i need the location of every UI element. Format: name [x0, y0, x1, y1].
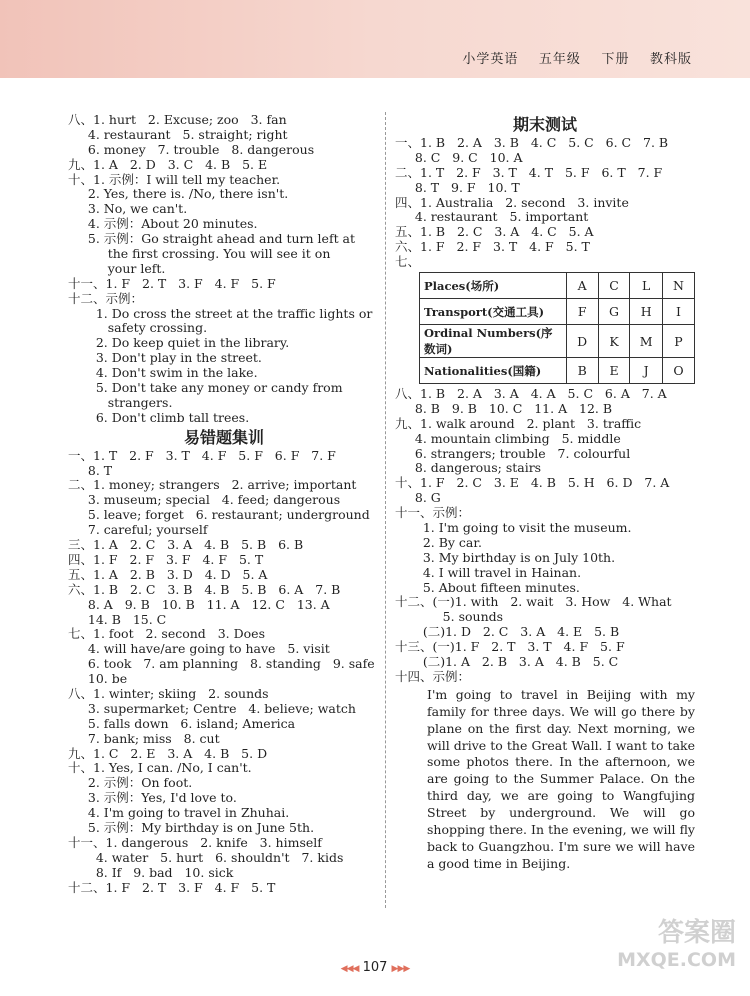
answer-line: 十二、1. F 2. T 3. F 4. F 5. T — [68, 879, 276, 895]
answer-line: 8. dangerous; stairs — [395, 460, 542, 476]
answer-line: 6. strangers; trouble 7. colourful — [395, 445, 631, 461]
answer-line: 5. sounds — [395, 609, 504, 625]
table-cell: B — [566, 358, 598, 384]
answer-line: strangers. — [68, 394, 173, 410]
table-cell: L — [630, 273, 663, 299]
answer-line: 8. A 9. B 10. B 11. A 12. C 13. A — [68, 596, 330, 612]
answer-line: 10. be — [68, 671, 128, 687]
answer-line: 3. Don't play in the street. — [68, 350, 262, 366]
book-label: 小学英语 五年级 下册 教科版 — [462, 52, 692, 67]
answer-line: 3. No, we can't. — [68, 201, 188, 217]
answer-line: 8. If 9. bad 10. sick — [68, 864, 234, 880]
answer-line: 十四、示例： — [395, 668, 471, 684]
answer-line: 7. careful; yourself — [68, 522, 208, 538]
answer-line: 十一、1. dangerous 2. knife 3. himself — [68, 834, 322, 850]
table-cell: M — [630, 325, 663, 358]
answers-block-mid — [395, 387, 695, 685]
answer-line: 4. I'm going to travel in Zhuhai. — [68, 805, 290, 821]
answer-line: 5. 示例：Go straight ahead and turn left at — [68, 231, 356, 247]
answer-line: 4. restaurant 5. straight; right — [68, 126, 288, 142]
answer-line: 七、1. foot 2. second 3. Does — [68, 626, 265, 642]
page-number: 107 — [362, 960, 388, 975]
answer-line: 四、1. F 2. F 3. F 4. F 5. T — [68, 551, 264, 567]
answer-line: 九、1. A 2. D 3. C 4. B 5. E — [68, 156, 268, 172]
watermark-url: MXQE.COM — [617, 949, 736, 971]
answer-line: (二)1. D 2. C 3. A 4. E 5. B — [395, 624, 620, 640]
answer-line: 8. T — [68, 462, 113, 478]
answer-line: 4. I will travel in Hainan. — [395, 564, 582, 580]
answer-line: 4. Don't swim in the lake. — [68, 365, 258, 381]
classification-table — [419, 272, 695, 384]
answer-line: 5. About fifteen minutes. — [395, 579, 580, 595]
table-cell: E — [598, 358, 630, 384]
answer-line: 2. 示例：On foot. — [68, 775, 193, 791]
column-divider — [385, 112, 386, 908]
table-cell: P — [662, 325, 694, 358]
answer-line: 5. Don't take any money or candy from — [68, 380, 343, 396]
answer-line: 2. Yes, there is. /No, there isn't. — [68, 186, 289, 202]
table-cell: K — [598, 325, 630, 358]
answer-line: 八、1. hurt 2. Excuse; zoo 3. fan — [68, 112, 287, 127]
answer-line: 八、1. winter; skiing 2. sounds — [68, 685, 269, 701]
table-cell: I — [662, 299, 694, 325]
answer-line: 4. restaurant 5. important — [395, 209, 589, 225]
prev-arrows-icon: ◀◀◀ — [340, 964, 359, 974]
essay-text: I'm going to travel in Beijing with my family for three days. We will go there by plane on the first day. Next morning, we will drive to the Great Wall. I want to take some photos there. In the afternoon, we are going to the Summer Palace. On the third day, we are going to Wangfujing Street by underground. We will go shopping there. In the evening, we will fly back to Guangzhou. I'm sure we will have a good time in Beijing. — [427, 686, 695, 871]
answer-line: 八、1. B 2. A 3. A 4. A 5. C 6. A 7. A — [395, 386, 667, 402]
answer-line: 九、1. C 2. E 3. A 4. B 5. D — [68, 745, 268, 761]
answer-line: 5. 示例：My birthday is on June 5th. — [68, 819, 315, 835]
table-row-header: Nationalities(国籍) — [420, 358, 567, 384]
answer-line: 十、1. 示例：I will tell my teacher. — [68, 171, 281, 187]
answer-line: 2. Do keep quiet in the library. — [68, 335, 290, 351]
answer-line: 4. 示例：About 20 minutes. — [68, 216, 258, 232]
answers-block-top — [395, 136, 695, 270]
answer-line: 6. money 7. trouble 8. dangerous — [68, 141, 315, 157]
answer-line: 8. C 9. C 10. A — [395, 149, 523, 165]
table-cell: H — [630, 299, 663, 325]
answer-line: 4. mountain climbing 5. middle — [395, 430, 621, 446]
answer-line: 二、1. T 2. F 3. T 4. T 5. F 6. T 7. F — [395, 164, 663, 180]
answer-line: 3. 示例：Yes, I'd love to. — [68, 790, 237, 806]
answer-line: 14. B 15. C — [68, 611, 167, 627]
table-cell: J — [630, 358, 663, 384]
answer-line: (二)1. A 2. B 3. A 4. B 5. C — [395, 654, 619, 670]
answer-line: 五、1. B 2. C 3. A 4. C 5. A — [395, 224, 594, 240]
answer-line: 七、 — [395, 254, 421, 270]
answer-line: 十二、示例： — [68, 290, 144, 306]
right-column — [395, 113, 695, 873]
answer-line: the first crossing. You will see it on — [68, 246, 331, 262]
answer-line: 8. G — [395, 490, 441, 506]
table-cell: O — [662, 358, 694, 384]
left-column — [68, 113, 380, 895]
answer-line: 6. took 7. am planning 8. standing 9. safe — [68, 656, 375, 672]
table-cell: A — [566, 273, 598, 299]
answer-line: 六、1. B 2. C 3. B 4. B 5. B 6. A 7. B — [68, 581, 341, 597]
answer-line: 1. Do cross the street at the traffic lights or — [68, 305, 373, 321]
answer-line: 二、1. money; strangers 2. arrive; important — [68, 477, 357, 493]
answer-line: 3. supermarket; Centre 4. believe; watch — [68, 700, 356, 716]
table-cell: D — [566, 325, 598, 358]
answer-line: 六、1. F 2. F 3. T 4. F 5. T — [395, 239, 590, 255]
answer-line: 九、1. walk around 2. plant 3. traffic — [395, 415, 642, 431]
answer-line: 十三、(一)1. F 2. T 3. T 4. F 5. F — [395, 639, 625, 655]
answer-line: 3. museum; special 4. feed; dangerous — [68, 492, 341, 508]
table-cell: F — [566, 299, 598, 325]
answer-line: 6. Don't climb tall trees. — [68, 409, 250, 425]
table-row-header: Places(场所) — [420, 273, 567, 299]
answer-line: 3. My birthday is on July 10th. — [395, 549, 616, 565]
answer-line: safety crossing. — [68, 320, 208, 336]
answer-line: 一、1. T 2. F 3. T 4. F 5. F 6. F 7. F — [68, 447, 336, 463]
answer-line: 8. T 9. F 10. T — [395, 179, 520, 195]
watermark-title: 答案圈 — [657, 918, 736, 948]
answer-line: 四、1. Australia 2. second 3. invite — [395, 194, 629, 210]
answer-line: 8. B 9. B 10. C 11. A 12. B — [395, 400, 613, 416]
next-arrows-icon: ▶▶▶ — [391, 964, 410, 974]
table-row — [420, 299, 695, 325]
answer-line: 7. bank; miss 8. cut — [68, 730, 220, 746]
answer-line: 一、1. B 2. A 3. B 4. C 5. C 6. C 7. B — [395, 135, 669, 150]
table-row — [420, 358, 695, 384]
answer-line: 十、1. Yes, I can. /No, I can't. — [68, 760, 252, 776]
answer-line: 5. falls down 6. island; America — [68, 715, 296, 731]
table-cell: N — [662, 273, 694, 299]
section-title-errors: 易错题集训 — [183, 427, 264, 447]
answer-line: 4. will have/are going to have 5. visit — [68, 641, 330, 657]
table-row — [420, 325, 695, 358]
answer-line: 五、1. A 2. B 3. D 4. D 5. A — [68, 566, 268, 582]
answer-line: 十、1. F 2. C 3. E 4. B 5. H 6. D 7. A — [395, 475, 670, 491]
table-row-header: Ordinal Numbers(序数词) — [420, 325, 567, 358]
page-header-band — [0, 0, 750, 78]
table-row — [420, 273, 695, 299]
table-row-header: Transport(交通工具) — [420, 299, 567, 325]
answer-line: 1. I'm going to visit the museum. — [395, 520, 632, 536]
table-cell: G — [598, 299, 630, 325]
answer-line: 十一、示例： — [395, 505, 471, 521]
answer-line: 十一、1. F 2. T 3. F 4. F 5. F — [68, 275, 276, 291]
section-title-final-test: 期末测试 — [512, 115, 577, 134]
watermark-logo — [617, 920, 736, 974]
answer-line: 2. By car. — [395, 534, 482, 550]
answer-line: 十二、(一)1. with 2. wait 3. How 4. What — [395, 594, 672, 610]
answer-line: your left. — [68, 260, 166, 276]
answer-line: 5. leave; forget 6. restaurant; underground — [68, 507, 370, 523]
answer-line: 三、1. A 2. C 3. A 4. B 5. B 6. B — [68, 537, 304, 553]
answer-line: 4. water 5. hurt 6. shouldn't 7. kids — [68, 849, 344, 865]
table-cell: C — [598, 273, 630, 299]
